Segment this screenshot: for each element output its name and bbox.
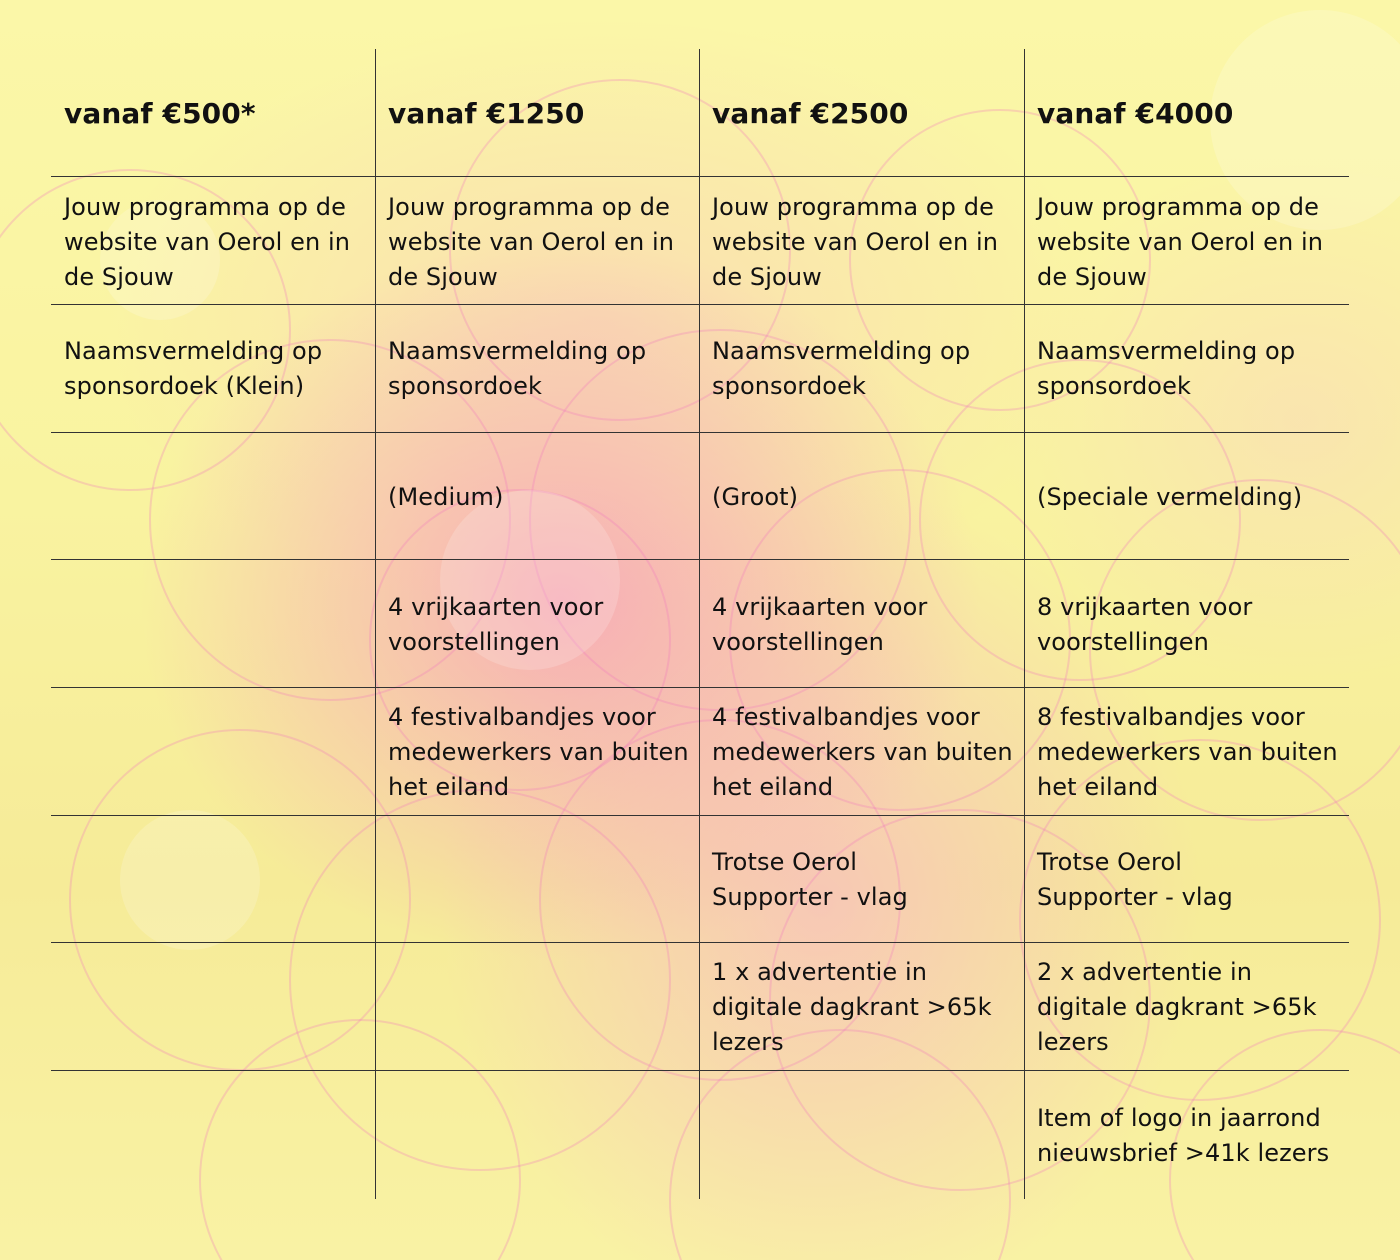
cell-naamsvermelding: Naamsvermelding op sponsordoek (1037, 337, 1296, 400)
cell-festivalbandjes: 4 festivalbandjes voor medewerkers van buiten het eiland (712, 703, 1013, 801)
cell-doek-size: (Groot) (712, 483, 799, 511)
row-divider (51, 304, 1349, 305)
cell-vlag: Trotse Oerol Supporter - vlag (712, 848, 908, 911)
column-divider (1024, 49, 1025, 1199)
row-divider (51, 942, 1349, 943)
cell-programma: Jouw programma op de website van Oerol en in de Sjouw (712, 193, 999, 291)
cell-nieuwsbrief: Item of logo in jaarrond nieuwsbrief >41k lezers (1037, 1104, 1330, 1167)
cell-programma: Jouw programma op de website van Oerol en in de Sjouw (388, 193, 675, 291)
row-divider (51, 432, 1349, 433)
cell-festivalbandjes: 4 festivalbandjes voor medewerkers van buiten het eiland (388, 703, 689, 801)
cell-doek-size: (Medium) (388, 483, 504, 511)
tier-header-4000: vanaf €4000 (1037, 97, 1234, 130)
pricing-table (51, 49, 1349, 1199)
cell-festivalbandjes: 8 festivalbandjes voor medewerkers van buiten het eiland (1037, 703, 1338, 801)
row-divider (51, 176, 1349, 177)
row-divider (51, 687, 1349, 688)
column-divider (375, 49, 376, 1199)
cell-programma: Jouw programma op de website van Oerol en in de Sjouw (64, 193, 351, 291)
cell-vlag: Trotse Oerol Supporter - vlag (1037, 848, 1233, 911)
tier-header-500: vanaf €500* (64, 97, 256, 130)
cell-vrijkaarten: 8 vrijkaarten voor voorstellingen (1037, 593, 1253, 656)
column-divider (699, 49, 700, 1199)
tier-header-1250: vanaf €1250 (388, 97, 585, 130)
cell-vrijkaarten: 4 vrijkaarten voor voorstellingen (712, 593, 928, 656)
cell-naamsvermelding: Naamsvermelding op sponsordoek (Klein) (64, 337, 323, 400)
row-divider (51, 1070, 1349, 1071)
cell-programma: Jouw programma op de website van Oerol en in de Sjouw (1037, 193, 1324, 291)
cell-advertentie: 2 x advertentie in digitale dagkrant >65k lezers (1037, 958, 1317, 1056)
cell-vrijkaarten: 4 vrijkaarten voor voorstellingen (388, 593, 604, 656)
row-divider (51, 815, 1349, 816)
row-divider (51, 559, 1349, 560)
cell-doek-size: (Speciale vermelding) (1037, 483, 1303, 511)
cell-advertentie: 1 x advertentie in digitale dagkrant >65k lezers (712, 958, 992, 1056)
tier-header-2500: vanaf €2500 (712, 97, 909, 130)
cell-naamsvermelding: Naamsvermelding op sponsordoek (388, 337, 647, 400)
cell-naamsvermelding: Naamsvermelding op sponsordoek (712, 337, 971, 400)
